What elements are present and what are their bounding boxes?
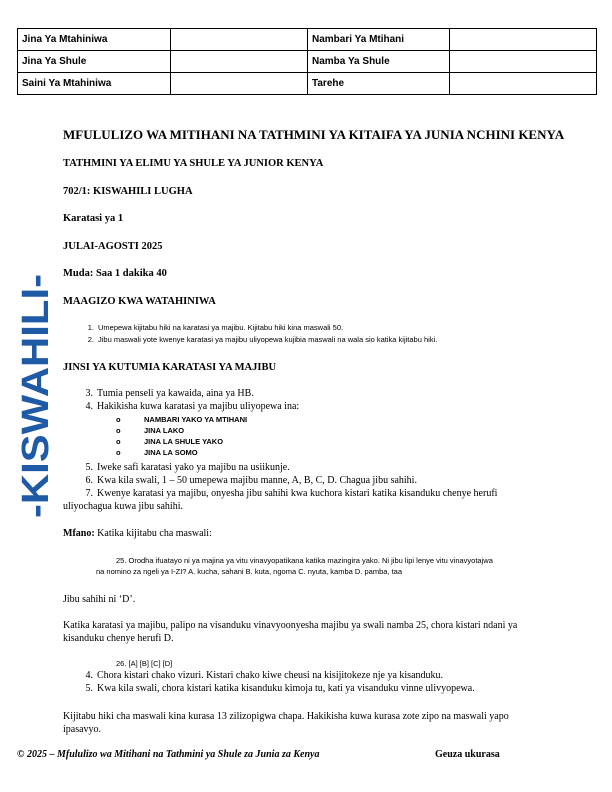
- answer-sheet-bullets: [116, 414, 247, 458]
- subject-side-label: [6, 268, 58, 528]
- item-text: Kwa kila swali, chora kistari katika kisanduku kimoja tu, kati ya visanduku vinne ulivyopewa.: [97, 683, 475, 694]
- footer-copyright: © 2025 – Mfululizo wa Mitihani na Tathmini ya Shule za Junia za Kenya: [17, 749, 320, 760]
- exam-subtitle: TATHMINI YA ELIMU YA SHULE YA JUNIOR KENYA: [63, 158, 324, 169]
- list-item: [79, 488, 497, 499]
- closing-line1: Kijitabu hiki cha maswali kina kurasa 13 zilizopigwa chapa. Hakikisha kuwa kurasa zote zipo na maswali yapo: [63, 711, 509, 722]
- item-text: Kwa kila swali, 1 – 50 umepewa majibu manne, A, B, C, D. Chagua jibu sahihi.: [97, 475, 417, 486]
- paper-code: 702/1: KISWAHILI LUGHA: [63, 186, 193, 197]
- list-item: [79, 670, 443, 681]
- signature-label: Saini Ya Mtahiniwa: [18, 73, 171, 95]
- exam-duration: Muda: Saa 1 dakika 40: [63, 268, 167, 279]
- candidate-info-table: [17, 28, 597, 95]
- table-row: [18, 51, 597, 73]
- candidate-name-label: Jina Ya Mtahiniwa: [18, 29, 171, 51]
- list-item: [79, 401, 299, 412]
- exam-series-title: MFULULIZO WA MITIHANI NA TATHMINI YA KITAIFA YA JUNIA NCHINI KENYA: [63, 127, 565, 142]
- list-item: [79, 683, 475, 694]
- school-name-label: Jina Ya Shule: [18, 51, 171, 73]
- example-paragraph-line2: kisanduku chenye herufi D.: [63, 633, 174, 644]
- closing-line2: ipasavyo.: [63, 724, 102, 735]
- item-number: 6.: [85, 475, 93, 486]
- school-name-field[interactable]: [171, 51, 308, 73]
- bullet-text: JINA LA SOMO: [144, 448, 198, 457]
- item-text: Hakikisha kuwa karatasi ya majibu uliyopewa ina:: [97, 401, 300, 412]
- date-field[interactable]: [450, 73, 597, 95]
- item-number: 1.: [87, 323, 94, 332]
- example-question-line1: 25. Orodha ifuatayo ni ya majina ya vitu vinavyopatikana katika mazingira yako. Ni jibu lipi lenye vitu vinavyotajwa: [116, 556, 493, 565]
- paper-number: Karatasi ya 1: [63, 213, 124, 224]
- list-item: [116, 425, 247, 436]
- candidate-name-field[interactable]: [171, 29, 308, 51]
- answer-sheet-heading: JINSI YA KUTUMIA KARATASI YA MAJIBU: [63, 362, 277, 373]
- bullet-text: JINA LAKO: [144, 426, 185, 435]
- item-text: Jibu maswali yote kwenye karatasi ya majibu uliyopewa kujibia maswali na wala sio katika kijitabu hiki.: [98, 335, 438, 344]
- footer-turn-page: Geuza ukurasa: [435, 749, 500, 760]
- item-text: Iweke safi karatasi yako ya majibu na usiikunje.: [97, 462, 290, 473]
- list-item: [79, 462, 290, 473]
- signature-field[interactable]: [171, 73, 308, 95]
- example-text: Katika kijitabu cha maswali:: [94, 528, 212, 539]
- list-item: [79, 388, 254, 399]
- bullet-icon: o: [116, 426, 121, 435]
- example-label: Mfano:: [63, 528, 95, 539]
- item-text: Kwenye karatasi ya majibu, onyesha jibu sahihi kwa kuchora kistari katika kisanduku chenye herufi: [97, 488, 498, 499]
- school-number-field[interactable]: [450, 51, 597, 73]
- item-number: 5.: [85, 462, 93, 473]
- bullet-icon: o: [116, 448, 121, 457]
- item-text: Chora kistari chako vizuri. Kistari chako kiwe cheusi na kisijitokeze nje ya kisanduku.: [97, 670, 444, 681]
- exam-number-label: Nambari Ya Mtihani: [308, 29, 450, 51]
- list-item: [79, 475, 417, 486]
- bullet-icon: o: [116, 415, 121, 424]
- bullet-text: NAMBARI YAKO YA MTIHANI: [144, 415, 248, 424]
- example-question-line2: na nomino za ngeli ya I-ZI? A. kucha, sahani B. kuta, ngoma C. nyuta, kamba D. pamba, taa: [96, 567, 403, 576]
- exam-period: JULAI-AGOSTI 2025: [63, 241, 163, 252]
- date-label: Tarehe: [308, 73, 450, 95]
- item-number: 5.: [85, 683, 93, 694]
- table-row: [18, 29, 597, 51]
- instructions-heading: MAAGIZO KWA WATAHINIWA: [63, 296, 216, 307]
- bullet-icon: o: [116, 437, 121, 446]
- item-number: 2.: [87, 335, 94, 344]
- item-text: Umepewa kijitabu hiki na karatasi ya majibu. Kijitabu hiki kina maswali 50.: [98, 323, 344, 332]
- item-text: Tumia penseli ya kawaida, aina ya HB.: [97, 388, 254, 399]
- item-number: 4.: [85, 670, 93, 681]
- example-answer: Jibu sahihi ni ‘D’.: [63, 594, 136, 605]
- list-item: [80, 323, 343, 332]
- list-item: [80, 335, 437, 344]
- example-intro: [63, 528, 212, 539]
- list-item: [116, 414, 247, 425]
- item-text-continued: uliyochagua kuwa jibu sahihi.: [63, 501, 183, 512]
- table-row: [18, 73, 597, 95]
- item-number: 4.: [85, 401, 93, 412]
- list-item: [116, 447, 247, 458]
- list-item: [116, 436, 247, 447]
- item-number: 7.: [85, 488, 93, 499]
- example-paragraph-line1: Katika karatasi ya majibu, palipo na visanduku vinavyoonyesha majibu ya swali namba 25, chora kistari ndani ya: [63, 620, 518, 631]
- exam-number-field[interactable]: [450, 29, 597, 51]
- item-number: 3.: [85, 388, 93, 399]
- bullet-text: JINA LA SHULE YAKO: [144, 437, 224, 446]
- answer-boxes-example: 26. [A] [B] [C] [D]: [116, 659, 173, 668]
- subject-side-label-text: -KISWAHILI-: [15, 296, 57, 518]
- school-number-label: Namba Ya Shule: [308, 51, 450, 73]
